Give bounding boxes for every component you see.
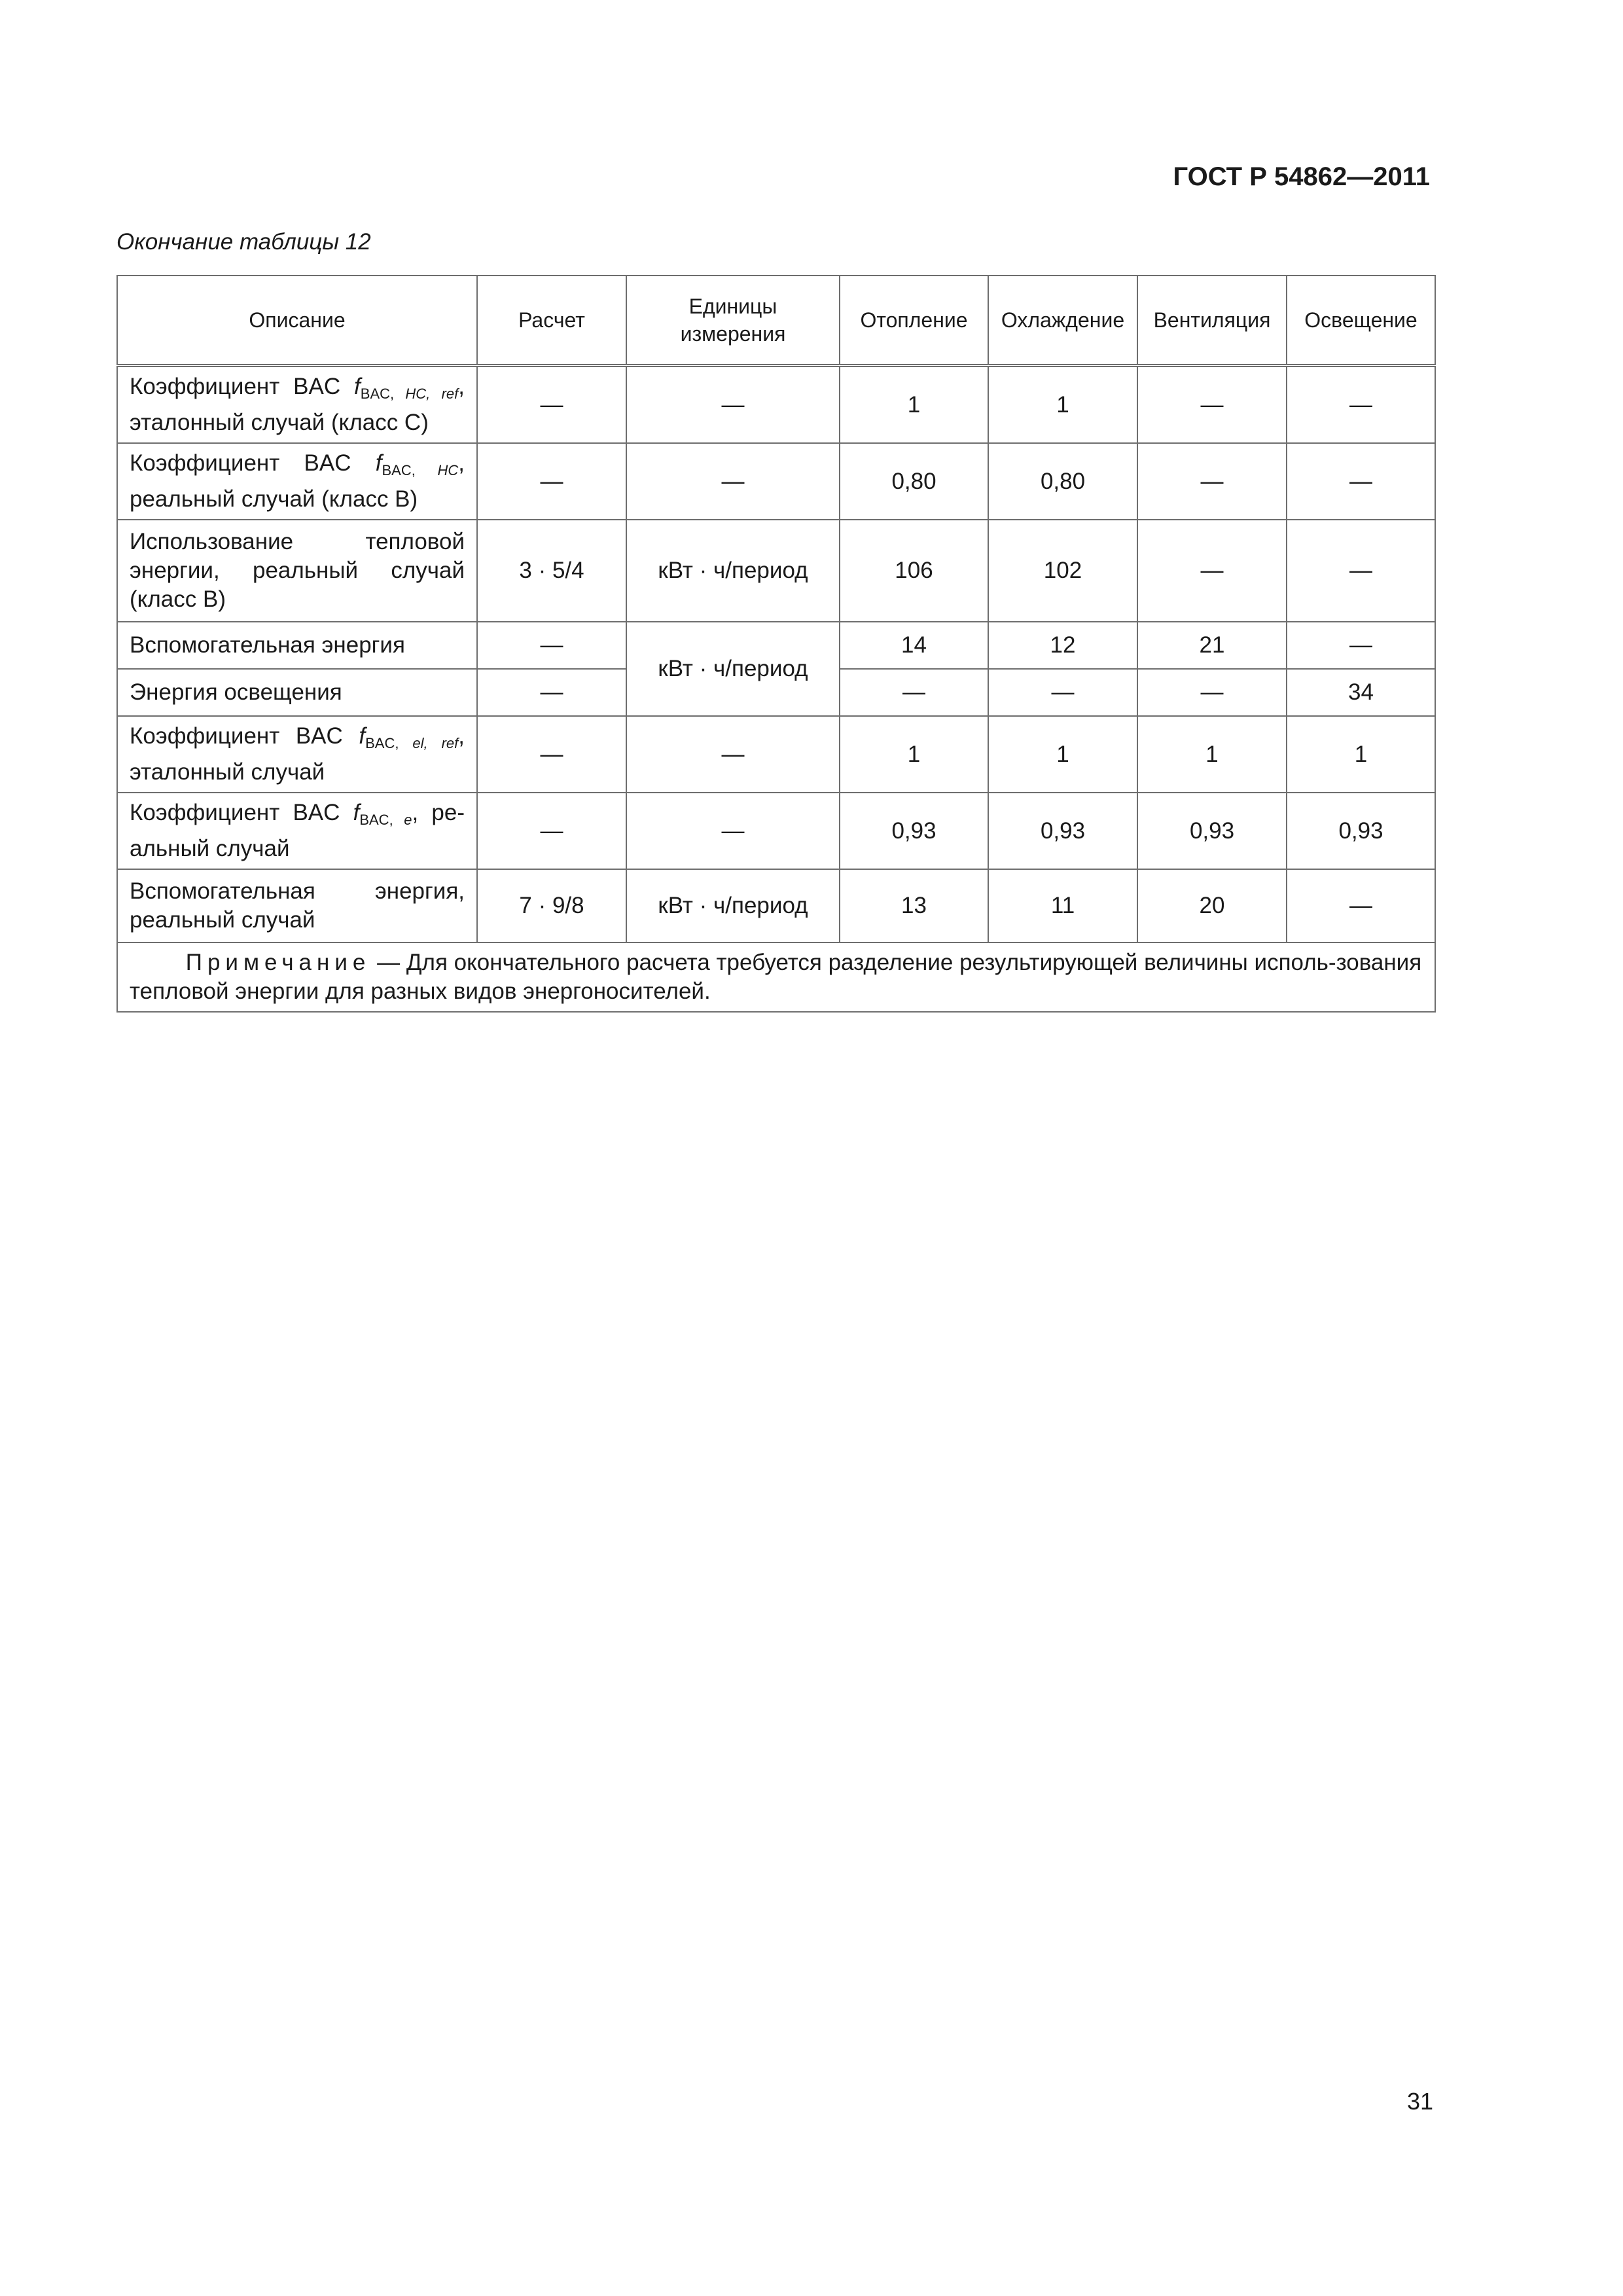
column-header: Охлаждение <box>988 276 1137 366</box>
column-header: Отопление <box>840 276 988 366</box>
row-ventilation: — <box>1137 366 1287 444</box>
table-row <box>117 520 1435 622</box>
table-row <box>117 622 1435 669</box>
table-row <box>117 869 1435 942</box>
row-ventilation: — <box>1137 669 1287 716</box>
page-number: 31 <box>1406 2088 1433 2115</box>
column-header: Единицы измерения <box>626 276 840 366</box>
row-description: Коэффициент BAC $f_{BAC, el, ref}$, эталонный случай <box>117 716 477 793</box>
row-unit: — <box>626 716 840 793</box>
row-heating: 1 <box>840 716 988 793</box>
row-cooling: 11 <box>988 869 1137 942</box>
column-header: Вентиляция <box>1137 276 1287 366</box>
table-note-row <box>117 942 1435 1012</box>
row-unit: — <box>626 443 840 520</box>
row-unit: кВт · ч/период <box>626 869 840 942</box>
row-heating: — <box>840 669 988 716</box>
row-calc: 3 · 5/4 <box>477 520 626 622</box>
note-text: — Для окончательного расчета требуется разделение результирующей величины исполь-зования тепловой энергии для разных видов энергоносителей. <box>130 950 1422 1004</box>
row-calc: — <box>477 443 626 520</box>
table-note <box>117 942 1435 1012</box>
row-cooling: 12 <box>988 622 1137 669</box>
row-calc: — <box>477 793 626 869</box>
row-ventilation: 21 <box>1137 622 1287 669</box>
row-calc: — <box>477 716 626 793</box>
row-ventilation: 1 <box>1137 716 1287 793</box>
row-heating: 1 <box>840 366 988 444</box>
table-row <box>117 443 1435 520</box>
row-unit: — <box>626 793 840 869</box>
row-unit: — <box>626 366 840 444</box>
table-caption: Окончание таблицы 12 <box>116 229 371 255</box>
row-lighting: — <box>1287 520 1435 622</box>
standard-code: ГОСТ Р 54862—2011 <box>1173 162 1430 191</box>
row-description: Коэффициент BAC $f_{BAC, HC, ref}$, эталонный случай (класс С) <box>117 366 477 444</box>
row-unit: кВт · ч/период <box>626 622 840 716</box>
column-header: Расчет <box>477 276 626 366</box>
row-calc: — <box>477 366 626 444</box>
row-calc: — <box>477 669 626 716</box>
column-header: Описание <box>117 276 477 366</box>
row-cooling: 1 <box>988 366 1137 444</box>
row-lighting: 1 <box>1287 716 1435 793</box>
row-ventilation: 20 <box>1137 869 1287 942</box>
row-cooling: — <box>988 669 1137 716</box>
row-description: Вспомогательная энергия, реальный случай <box>117 869 477 942</box>
row-heating: 13 <box>840 869 988 942</box>
row-calc: — <box>477 622 626 669</box>
row-lighting: — <box>1287 366 1435 444</box>
row-cooling: 0,80 <box>988 443 1137 520</box>
row-description: Вспомогательная энергия <box>117 622 477 669</box>
results-table <box>116 275 1436 1013</box>
row-description: Использование тепловой энергии, реальный случай (класс В) <box>117 520 477 622</box>
row-lighting: 34 <box>1287 669 1435 716</box>
row-lighting: — <box>1287 869 1435 942</box>
row-heating: 0,80 <box>840 443 988 520</box>
table-row <box>117 716 1435 793</box>
row-cooling: 1 <box>988 716 1137 793</box>
row-cooling: 0,93 <box>988 793 1137 869</box>
row-ventilation: — <box>1137 520 1287 622</box>
row-heating: 106 <box>840 520 988 622</box>
table-header-row <box>117 276 1435 366</box>
row-description: Коэффициент BAC $f_{BAC, HC}$, реальный случай (класс В) <box>117 443 477 520</box>
row-description: Коэффициент BAC $f_{BAC, e}$, ре-альный случай <box>117 793 477 869</box>
row-calc: 7 · 9/8 <box>477 869 626 942</box>
row-ventilation: — <box>1137 443 1287 520</box>
row-heating: 14 <box>840 622 988 669</box>
row-description: Энергия освещения <box>117 669 477 716</box>
row-cooling: 102 <box>988 520 1137 622</box>
row-lighting: 0,93 <box>1287 793 1435 869</box>
row-ventilation: 0,93 <box>1137 793 1287 869</box>
note-label: Примечание <box>185 950 371 975</box>
table-row <box>117 366 1435 444</box>
row-unit: кВт · ч/период <box>626 520 840 622</box>
row-lighting: — <box>1287 622 1435 669</box>
row-lighting: — <box>1287 443 1435 520</box>
column-header: Освещение <box>1287 276 1435 366</box>
table-row <box>117 793 1435 869</box>
row-heating: 0,93 <box>840 793 988 869</box>
